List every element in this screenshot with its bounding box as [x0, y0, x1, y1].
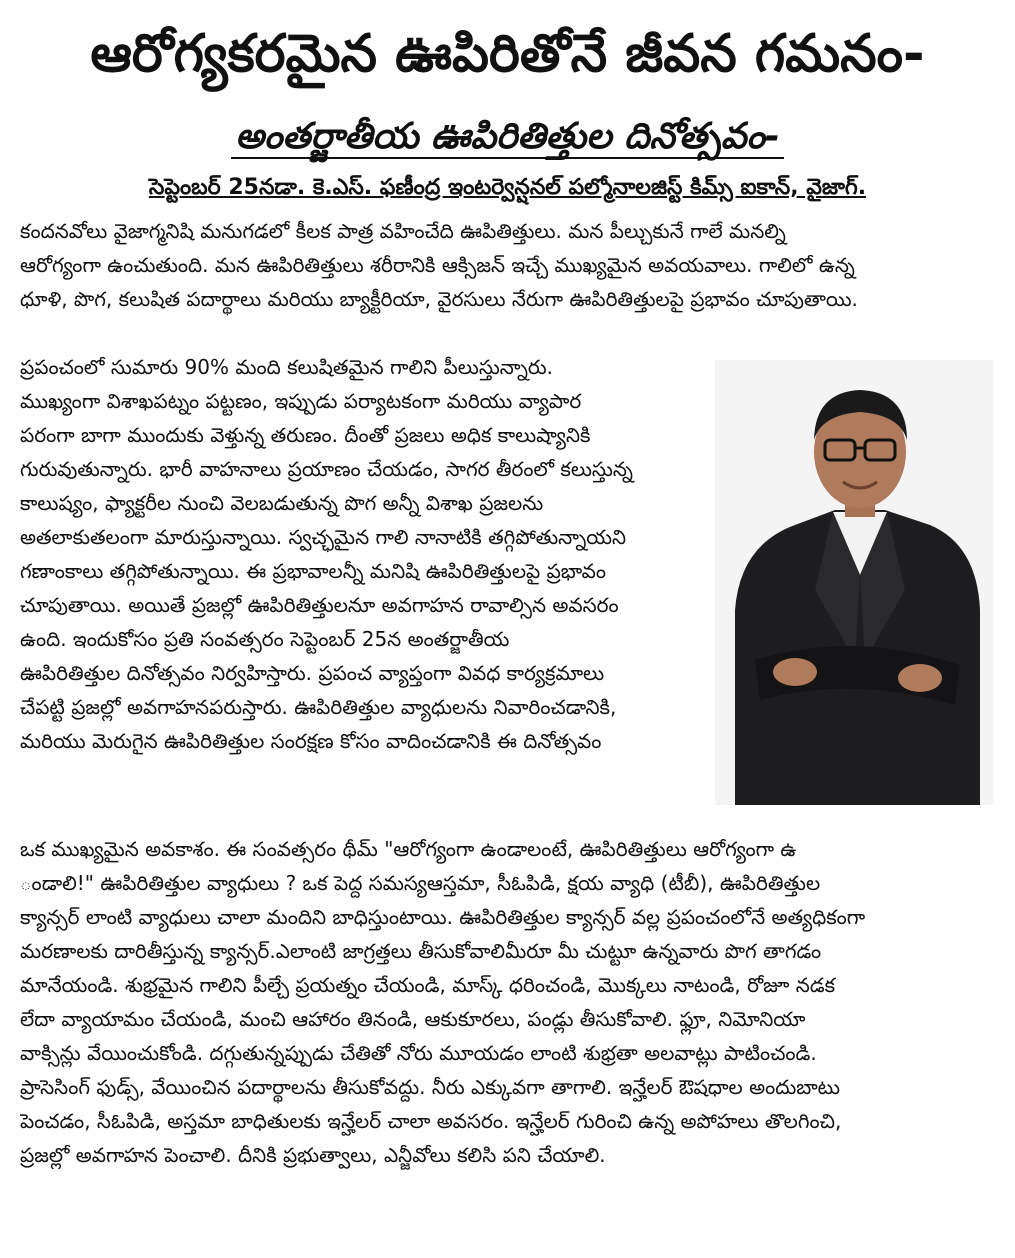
paragraph-line: ప్రజల్లో అవగాహన పెంచాలి. దీనికి ప్రభుత్వాలు, ఎన్జీవోలు కలిసి పని చేయాలి.: [20, 1143, 606, 1167]
paragraph-line: వాక్సిన్లు వేయించుకోండి. దగ్గుతున్నప్పుడు చేతితో నోరు మూయడం లాంటి శుభ్రతా అలవాట్లు పాటించండి.: [20, 1041, 817, 1065]
paragraph-line: పెంచడం, సీఓపిడి, అస్తమా బాధితులకు ఇన్హేలర్ చాలా అవసరం. ఇన్హేలర్ గురించి ఉన్న అపోహలు తొలగించి,: [20, 1109, 842, 1133]
paragraph-line: కాలుష్యం, ఫ్యాక్టరీల నుంచి వెలబడుతున్న పొగ అన్నీ విశాఖ ప్రజలను: [20, 491, 544, 515]
portrait-illustration: [715, 360, 993, 805]
paragraph-line: మానేయండి. శుభ్రమైన గాలిని పీల్చే ప్రయత్నం చేయండి, మాస్క్ ధరించండి, మొక్కలు నాటండి, రోజూ నడక: [20, 973, 836, 997]
paragraph-line: గురువుతున్నారు. భారీ వాహనాలు ప్రయాణం చేయడం, సాగర తీరంలో కలుస్తున్న: [20, 457, 633, 481]
paragraph-line: మరియు మెరుగైన ఊపిరితిత్తుల సంరక్షణ కోసం వాదించడానికి ఈ దినోత్సవం: [20, 729, 602, 753]
paragraph-line: ఉంది. ఇందుకోసం ప్రతి సంవత్సరం సెప్టెంబర్ 25న అంతర్జాతీయ: [20, 627, 510, 651]
paragraph-line: అతలాకుతలంగా మారుస్తున్నాయి. స్వచ్ఛమైన గాలి నానాటికి తగ్గిపోతున్నాయని: [20, 525, 627, 549]
paragraph-line: ముఖ్యంగా విశాఖపట్నం పట్టణం, ఇప్పుడు పర్యాటకంగా మరియు వ్యాపార: [20, 389, 582, 413]
paragraph-line: పరంగా బాగా ముందుకు వెళ్తున్న తరుణం. దీంతో ప్రజలు అధిక కాలుష్యానికి: [20, 423, 591, 447]
paragraph-line: ఒక ముఖ్యమైన అవకాశం. ఈ సంవత్సరం థీమ్ "ఆరోగ్యంగా ఉండాలంటే, ఊపిరితిత్తులు ఆరోగ్యంగా ఉ: [20, 837, 797, 861]
paragraph-line: కందనవోలు వైజాగ్మనిషి మనుగడలో కీలక పాత్ర వహించేది ఊపితిత్తులు. మన పీల్చుకునే గాలే మనల్ని: [20, 219, 786, 243]
paragraph-line: ండాలి!" ఊపిరితిత్తుల వ్యాధులు ? ఒక పెద్ద సమస్యఆస్తమా, సీఓపిడి, క్షయ వ్యాధి (టీబీ), ఊపిరితిత్తుల: [20, 871, 821, 895]
paragraph-body-left: [20, 350, 710, 758]
paragraph-line: లేదా వ్యాయామం చేయండి, మంచి ఆహారం తినండి, ఆకుకూరలు, పండ్లు తీసుకోవాలి. ఫ్లూ, నిమోనియా: [20, 1007, 806, 1031]
paragraph-intro: [20, 214, 995, 316]
paragraph-line: ప్రాసెసింగ్ ఫుడ్స్, వేయించిన పదార్థాలను తీసుకోవద్దు. నీరు ఎక్కువగా తాగాలి. ఇన్హేలర్ ఔషధాల అందుబాటు: [20, 1075, 841, 1099]
paragraph-line: ఊపిరితిత్తుల దినోత్సవం నిర్వహిస్తారు. ప్రపంచ వ్యాప్తంగా వివధ కార్యక్రమాలు: [20, 661, 605, 685]
paragraph-line: ప్రపంచంలో సుమారు 90% మంది కలుషితమైన గాలిని పీలుస్తున్నారు.: [20, 355, 554, 379]
paragraph-body-bottom: [20, 832, 995, 1172]
doctor-portrait-photo: [715, 360, 993, 805]
paragraph-line: ధూళి, పొగ, కలుషిత పదార్థాలు మరియు బ్యాక్టీరియా, వైరసులు నేరుగా ఊపిరితిత్తులపై ప్రభావం చూపుతాయి.: [20, 287, 858, 311]
article-headline: ఆరోగ్యకరమైన ఊపిరితోనే జీవన గమనం-: [90, 24, 925, 84]
article-byline: సెప్టెంబర్ 25నడా. కె.ఎస్. ఫణీంద్ర ఇంటర్వెన్షనల్ పల్మోనాలజిస్ట్ కిమ్స్ ఐకాన్, వైజాగ్.: [148, 175, 867, 200]
paragraph-line: చూపుతాయి. అయితే ప్రజల్లో ఊపిరితిత్తులనూ అవగాహన రావాల్సిన అవసరం: [20, 593, 619, 617]
paragraph-line: క్యాన్సర్ లాంటి వ్యాధులు చాలా మందిని బాధిస్తుంటాయి. ఊపిరితిత్తుల క్యాన్సర్ వల్ల ప్రపంచంలోనే అత్యధికంగా: [20, 905, 866, 929]
paragraph-line: చేపట్టి ప్రజల్లో అవగాహనపరుస్తారు. ఊపిరితిత్తుల వ్యాధులను నివారించడానికి,: [20, 695, 617, 719]
paragraph-line: గణాంకాలు తగ్గిపోతున్నాయి. ఈ ప్రభావాలన్నీ మనిషి ఊపిరితిత్తులపై ప్రభావం: [20, 559, 606, 583]
article-subheadline-wrap: [0, 112, 1015, 162]
article-subheadline: అంతర్జాతీయ ఊపిరితిత్తుల దినోత్సవం-: [231, 116, 783, 159]
paragraph-line: మరణాలకు దారితీస్తున్న క్యాన్సర్.ఎలాంటి జాగ్రత్తలు తీసుకోవాలిమీరూ మీ చుట్టూ ఉన్నవారు పొగ తాగడం: [20, 939, 822, 963]
paragraph-line: ఆరోగ్యంగా ఉంచుతుంది. మన ఊపిరితిత్తులు శరీరానికి ఆక్సిజన్ ఇచ్చే ముఖ్యమైన అవయవాలు. గాలిలో ఉన్న: [20, 253, 855, 277]
